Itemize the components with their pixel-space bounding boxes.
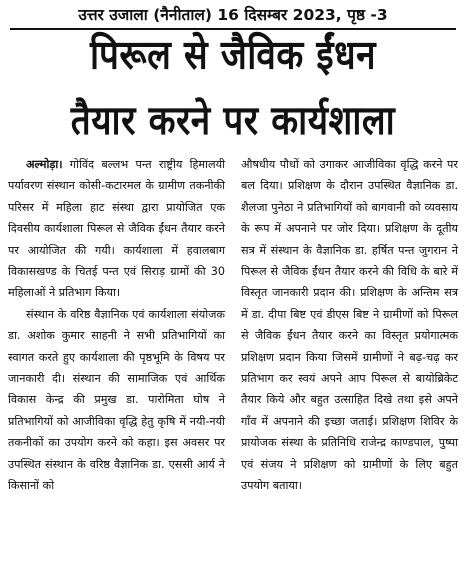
- masthead: उत्तर उजाला (नैनीताल) 16 दिसम्बर 2023, पृष्ठ -3: [78, 6, 388, 24]
- article-column-left: [8, 154, 225, 497]
- article-paragraph-2: संस्थान के वरिष्ठ वैज्ञानिक एवं कार्यशाला संयोजक डा. अशोक कुमार साहनी ने सभी प्रतिभागियों का स्वागत करते हुए कार्यशाला की पृष्ठभूमि के विषय पर जानकारी दी। संस्थान की सामाजिक एवं आर्थिक विकास केन्द्र की प्रमुख डा. पारोमिता घोष ने प्रतिभागियों को आजीविका वृद्धि हेतु कृषि में नयी-नयी तकनीकों का उपयोग करने को कहा। इस अवसर पर उपस्थित संस्थान के वरिष्ठ वैज्ञानिक डा. एससी आर्य ने किसानों को: [8, 307, 225, 493]
- article-body: [8, 154, 458, 497]
- headline-line-2: तैयार करने पर कार्यशाला: [70, 98, 396, 145]
- article-paragraph-3: औषधीय पौधों को उगाकर आजीविका वृद्धि करने पर बल दिया। प्रशिक्षण के दौरान उपस्थित वैज्ञानिक डा. शैलजा पुनेठा ने प्रतिभागियों को बागवानी को व्यवसाय के रूप में अपनाने पर जोर दिया। प्रशिक्षण के दूतीय सत्र में संस्थान के वैज्ञानिक डा. हर्षित पन्त जुगरान ने पिरूल से जैविक ईंधन तैयार करने की विधि के बारे में विस्तृत जानकारी प्रदान की। प्रशिक्षण के अन्तिम सत्र में डा. दीपा बिष्ट एवं डीएस बिष्ट ने ग्रामीणों को पिरूल से जैविक ईंधन तैयार करने का विस्तृत प्रयोगात्मक प्रशिक्षण प्रदान किया जिसमें ग्रामीणों ने बढ़-चढ़ कर प्रतिभाग कर स्वयं अपने आप पिरूल से बायोब्रिकेट तैयार किये और बहुत उत्साहित दिखे तथा इसे अपने गाँव में अपनाने की इच्छा जताई। प्रशिक्षण शिविर के प्रायोजक संस्था के प्रतिनिधि राजेन्द्र काण्डपाल, पुष्पा एवं संजय ने प्रशिक्षण को ग्रामीणों के लिए बहुत उपयोग बताया।: [241, 158, 458, 493]
- headline: [8, 26, 458, 153]
- article-column-right: [241, 154, 458, 497]
- headline-line-1: पिरूल से जैविक ईंधन: [89, 32, 377, 79]
- article-paragraph-1: [8, 154, 225, 304]
- dateline: अल्मोड़ा।: [26, 158, 63, 171]
- paragraph-1-text: गोविंद बल्लभ पन्त राष्ट्रीय हिमालयी पर्यावरण संस्थान कोसी-कटारमल के ग्रामीण तकनीकी परिसर में महिला हाट संस्था द्वारा प्रायोजित एक दिवसीय कार्यशाला पिरूल से जैविक ईंधन तैयार करने पर आयोजित की गयी। कार्यशाला में हवालबाग विकासखण्ड के चितई पन्त एवं सिराड़ ग्रामों की 30 महिलाओं ने प्रतिभाग किया।: [8, 158, 225, 300]
